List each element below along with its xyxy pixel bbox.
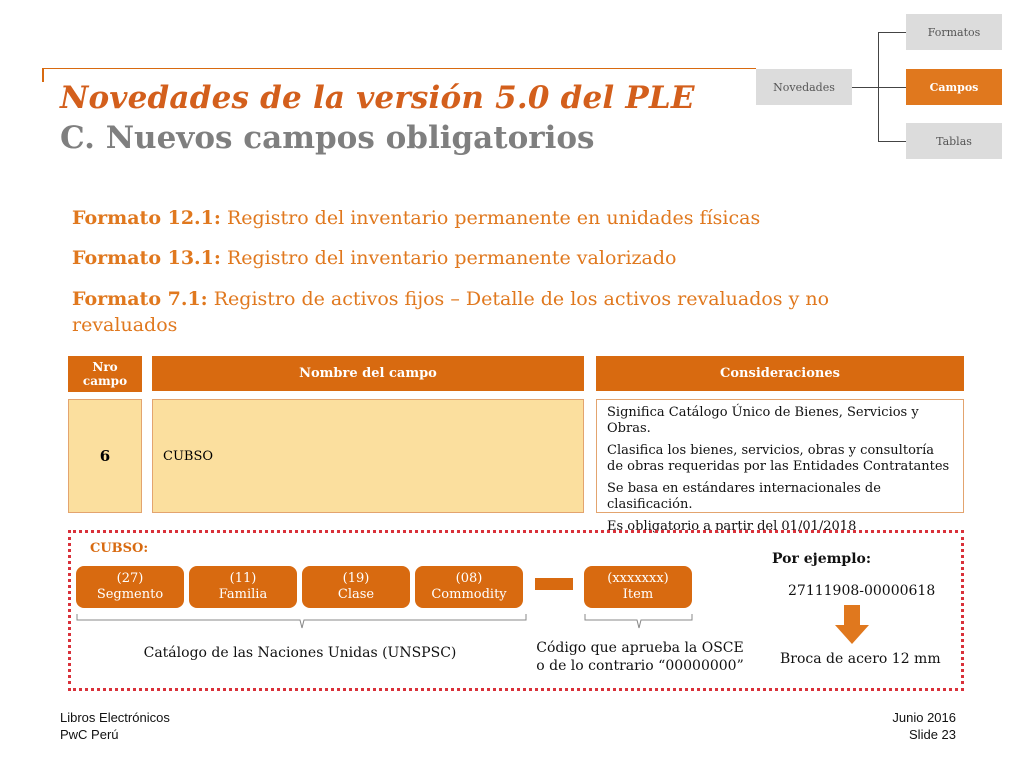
consideracion-item: Significa Catálogo Único de Bienes, Servicios y Obras.	[607, 405, 919, 436]
nav-tablas[interactable]: Tablas	[906, 123, 1002, 159]
nav-connector-vertical	[878, 32, 879, 141]
consideracion-item: Se basa en estándares internacionales de clasificación.	[607, 481, 881, 512]
format-label: Formato 12.1:	[72, 207, 221, 229]
clase-pill	[302, 566, 410, 608]
segment-name: Segmento	[96, 587, 164, 602]
footer-right-1: Junio 2016	[892, 710, 956, 725]
cubso-label: CUBSO:	[90, 541, 149, 556]
format-7-1	[72, 286, 892, 338]
nav-formatos[interactable]: Formatos	[906, 14, 1002, 50]
nav-connector-main	[852, 87, 906, 88]
clase-name: Clase	[337, 587, 375, 602]
format-text: Registro del inventario permanente valorizado	[220, 247, 677, 269]
nav-campos[interactable]: Campos	[906, 69, 1002, 105]
familia-name: Familia	[218, 587, 268, 602]
familia-pill	[189, 566, 297, 608]
footer-left-2: PwC Perú	[60, 727, 119, 742]
header-nombre-campo: Nombre del campo	[152, 356, 584, 391]
header-nro-campo: Nro campo	[68, 356, 142, 392]
unspsc-caption: Catálogo de las Naciones Unidas (UNSPSC)	[143, 645, 457, 661]
dash-separator	[535, 578, 573, 590]
commodity-code: (08)	[455, 571, 483, 586]
title-corner-vertical	[42, 68, 44, 82]
nav-connector-top	[878, 32, 906, 33]
segment-code: (27)	[116, 571, 144, 586]
item-name: Item	[622, 587, 654, 602]
cell-nro: 6	[68, 399, 142, 513]
familia-code: (11)	[229, 571, 257, 586]
nav-novedades[interactable]: Novedades	[756, 69, 852, 105]
commodity-name: Commodity	[431, 587, 507, 602]
consideracion-item: Clasifica los bienes, servicios, obras y consultoría de obras requeridas por las Entidades Contratantes	[607, 443, 950, 474]
page-subtitle: C. Nuevos campos obligatorios	[60, 120, 595, 156]
example-label: Por ejemplo:	[772, 551, 872, 567]
segment-pill	[76, 566, 184, 608]
item-code: (xxxxxxx)	[607, 571, 669, 586]
format-text: Registro del inventario permanente en unidades físicas	[220, 207, 761, 229]
footer-left-1: Libros Electrónicos	[60, 710, 170, 725]
page-title: Novedades de la versión 5.0 del PLE	[60, 80, 695, 116]
nav-connector-bottom	[878, 141, 906, 142]
osce-caption-2: o de lo contrario “00000000”	[536, 658, 744, 674]
example-code: 27111908-00000618	[788, 583, 936, 599]
format-label: Formato 13.1:	[72, 247, 221, 269]
format-13-1	[72, 245, 872, 271]
header-consideraciones: Consideraciones	[596, 356, 964, 391]
cell-nombre: CUBSO	[152, 399, 584, 513]
cell-consideraciones	[596, 399, 964, 534]
format-label: Formato 7.1:	[72, 288, 208, 310]
footer-right-2: Slide 23	[909, 727, 956, 742]
example-result: Broca de acero 12 mm	[780, 651, 941, 667]
item-pill	[584, 566, 692, 608]
clase-code: (19)	[342, 571, 370, 586]
format-12-1	[72, 205, 872, 231]
commodity-pill	[415, 566, 523, 608]
osce-brace	[584, 612, 694, 632]
title-top-rule	[42, 68, 756, 69]
unspsc-brace	[76, 612, 528, 632]
osce-caption-1: Código que aprueba la OSCE	[536, 640, 744, 656]
down-arrow-icon	[834, 605, 870, 645]
consideracion-item: Es obligatorio a partir del 01/01/2018	[607, 519, 857, 534]
format-text: Registro de activos fijos – Detalle de los activos revaluados y no revaluados	[72, 288, 830, 336]
